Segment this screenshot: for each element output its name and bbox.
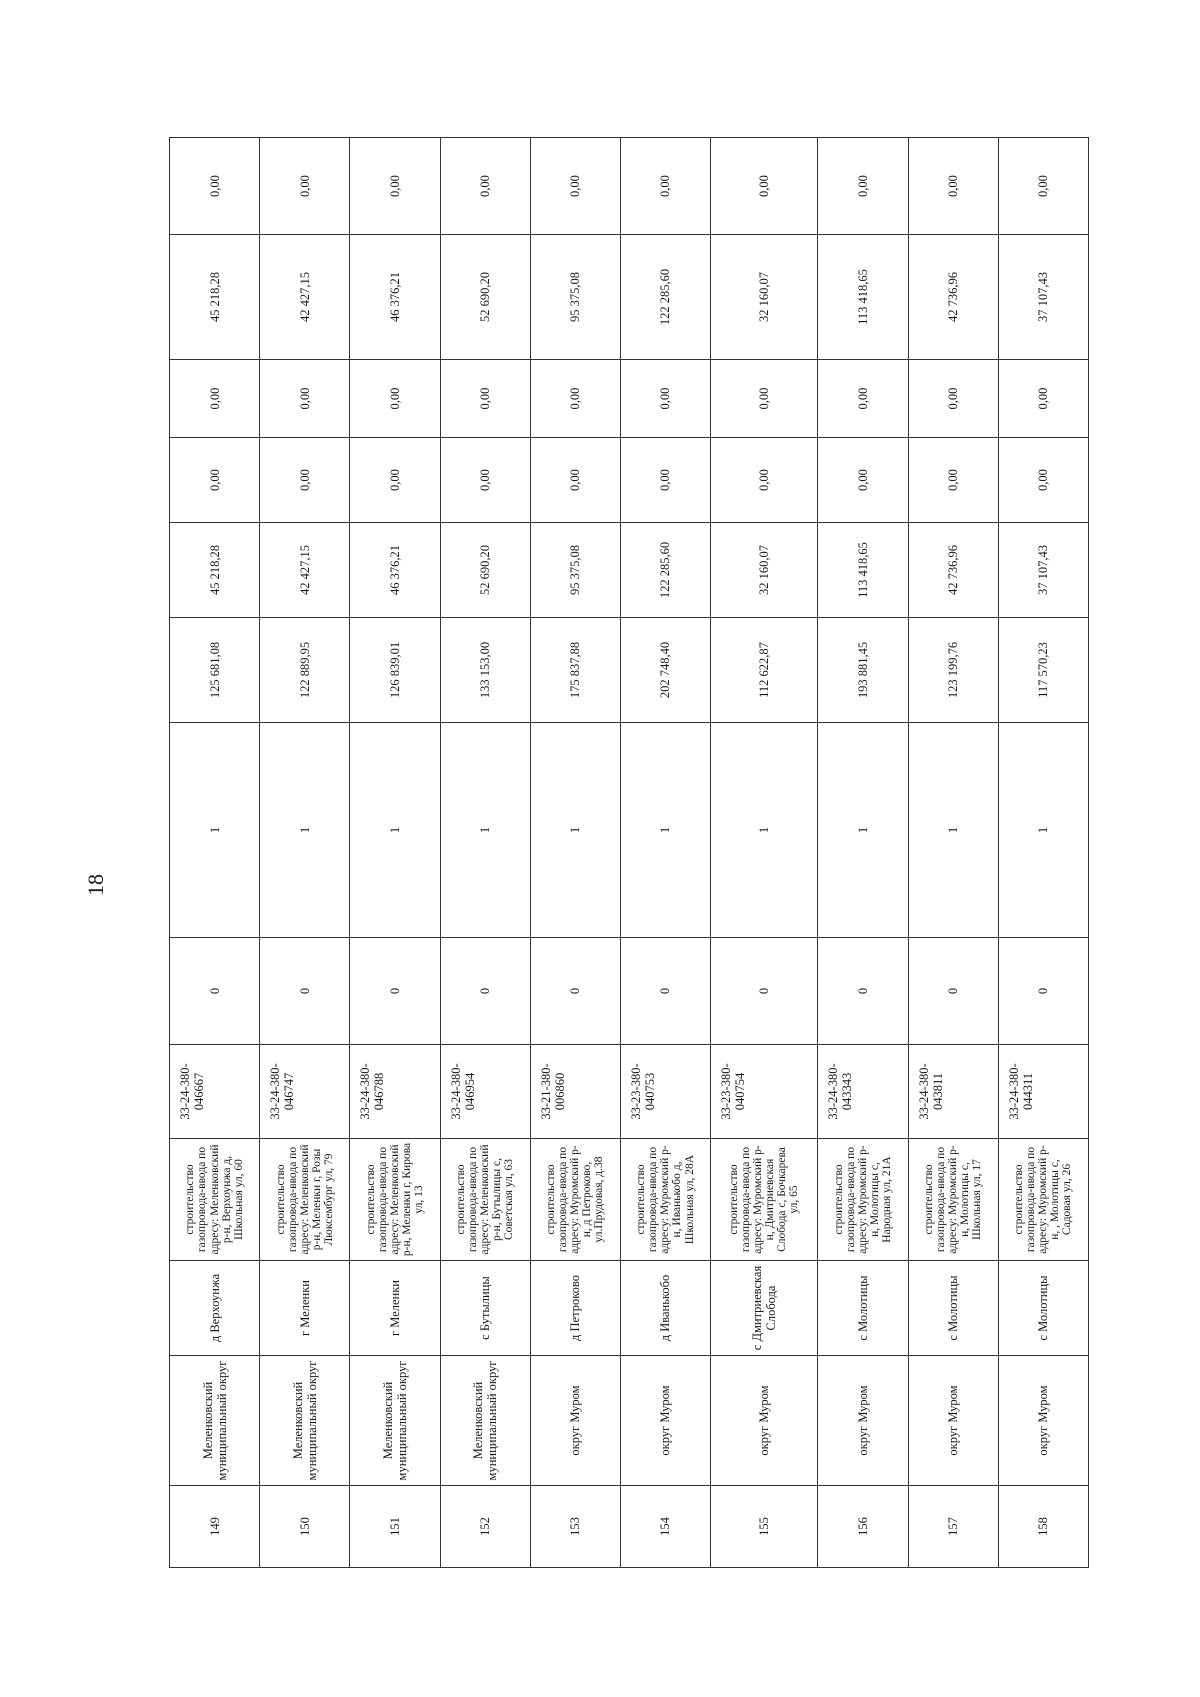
row-number-cell: 154: [620, 1486, 710, 1568]
district-cell: Меленковский муниципальный округ: [260, 1356, 350, 1486]
object-code-cell: 33-24-380-043811: [908, 1045, 998, 1139]
object-description-cell: строительство газопровода-ввода по адресу: Муромский р-н, Молотицы с, Народная ул, 21А: [818, 1139, 908, 1261]
value-col7-cell: 1: [620, 723, 710, 938]
value-col6-cell: 0: [998, 938, 1088, 1045]
object-description-cell: строительство газопровода-ввода по адресу: Муромский р-н, Иванькобо д, Школьная ул, 28А: [620, 1139, 710, 1261]
object-code-cell: 33-24-380-046667: [170, 1045, 260, 1139]
row-number-cell: 158: [998, 1486, 1088, 1568]
object-description-cell: строительство газопровода-ввода по адресу: Меленковский р-н, Меленки г, Розы Люксембург ул, 79: [260, 1139, 350, 1261]
object-code-cell: 33-24-380-046747: [260, 1045, 350, 1139]
locality-cell: с Молотицы: [908, 1261, 998, 1356]
value-col13-cell: 0,00: [998, 138, 1088, 235]
value-col9-cell: 95 375,08: [530, 523, 620, 618]
value-col9-cell: 113 418,65: [818, 523, 908, 618]
value-col7-cell: 1: [440, 723, 530, 938]
value-col8-cell: 193 881,45: [818, 618, 908, 723]
value-col8-cell: 126 839,01: [350, 618, 440, 723]
value-col8-cell: 125 681,08: [170, 618, 260, 723]
value-col6-cell: 0: [620, 938, 710, 1045]
value-col11-cell: 0,00: [260, 360, 350, 438]
value-col7-cell: 1: [998, 723, 1088, 938]
page-number: 18: [83, 874, 108, 896]
value-col11-cell: 0,00: [818, 360, 908, 438]
value-col11-cell: 0,00: [170, 360, 260, 438]
value-col11-cell: 0,00: [530, 360, 620, 438]
object-code-cell: 33-21-380-006860: [530, 1045, 620, 1139]
object-description-cell: строительство газопровода-ввода по адресу: Меленковский р-н, Меленки г, Кирова ул, 13: [350, 1139, 440, 1261]
row-number-cell: 156: [818, 1486, 908, 1568]
value-col9-cell: 122 285,60: [620, 523, 710, 618]
value-col12-cell: 32 160,07: [711, 235, 818, 360]
object-description-cell: строительство газопровода-ввода по адресу: Муромский р-н, Дмитриевская Слобода с, Бочкарева ул, 65: [711, 1139, 818, 1261]
value-col6-cell: 0: [818, 938, 908, 1045]
value-col12-cell: 37 107,43: [998, 235, 1088, 360]
value-col10-cell: 0,00: [440, 438, 530, 523]
locality-cell: с Молотицы: [818, 1261, 908, 1356]
value-col13-cell: 0,00: [908, 138, 998, 235]
value-col13-cell: 0,00: [711, 138, 818, 235]
table-row: [998, 138, 1088, 1568]
row-number-cell: 149: [170, 1486, 260, 1568]
value-col12-cell: 122 285,60: [620, 235, 710, 360]
locality-cell: г Меленки: [260, 1261, 350, 1356]
row-number-cell: 155: [711, 1486, 818, 1568]
value-col13-cell: 0,00: [620, 138, 710, 235]
value-col10-cell: 0,00: [350, 438, 440, 523]
object-description-cell: строительство газопровода-ввода по адресу: Муромский р-н, Молотицы с, Школьная ул, 17: [908, 1139, 998, 1261]
value-col11-cell: 0,00: [620, 360, 710, 438]
row-number-cell: 157: [908, 1486, 998, 1568]
table-container: [169, 138, 1089, 1568]
object-code-cell: 33-24-380-046954: [440, 1045, 530, 1139]
value-col11-cell: 0,00: [711, 360, 818, 438]
value-col6-cell: 0: [350, 938, 440, 1045]
value-col13-cell: 0,00: [440, 138, 530, 235]
value-col7-cell: 1: [818, 723, 908, 938]
row-number-cell: 152: [440, 1486, 530, 1568]
locality-cell: с Молотицы: [998, 1261, 1088, 1356]
value-col13-cell: 0,00: [260, 138, 350, 235]
value-col9-cell: 52 690,20: [440, 523, 530, 618]
gas-pipeline-table: [169, 137, 1089, 1568]
value-col6-cell: 0: [440, 938, 530, 1045]
value-col8-cell: 133 153,00: [440, 618, 530, 723]
value-col9-cell: 37 107,43: [998, 523, 1088, 618]
locality-cell: д Петроково: [530, 1261, 620, 1356]
district-cell: округ Муром: [620, 1356, 710, 1486]
value-col7-cell: 1: [530, 723, 620, 938]
district-cell: Меленковский муниципальный округ: [170, 1356, 260, 1486]
rotated-table-frame: [169, 138, 1089, 1568]
object-description-cell: строительство газопровода-ввода по адресу: Муромский р-н, д Петроково, ул.Прудовая, д.38: [530, 1139, 620, 1261]
locality-cell: г Меленки: [350, 1261, 440, 1356]
value-col9-cell: 42 736,96: [908, 523, 998, 618]
value-col8-cell: 123 199,76: [908, 618, 998, 723]
object-description-cell: строительство газопровода-ввода по адресу: Меленковский р-н, Бутылицы с, Советская ул, 63: [440, 1139, 530, 1261]
value-col13-cell: 0,00: [530, 138, 620, 235]
table-row: [711, 138, 818, 1568]
object-description-cell: строительство газопровода-ввода по адресу: Муромский р-н, , Молотицы с, Садовая ул, 26: [998, 1139, 1088, 1261]
value-col10-cell: 0,00: [818, 438, 908, 523]
table-row: [440, 138, 530, 1568]
table-row: [260, 138, 350, 1568]
value-col10-cell: 0,00: [998, 438, 1088, 523]
district-cell: округ Муром: [530, 1356, 620, 1486]
value-col13-cell: 0,00: [170, 138, 260, 235]
district-cell: Меленковский муниципальный округ: [350, 1356, 440, 1486]
value-col10-cell: 0,00: [260, 438, 350, 523]
value-col11-cell: 0,00: [908, 360, 998, 438]
value-col9-cell: 46 376,21: [350, 523, 440, 618]
value-col7-cell: 1: [908, 723, 998, 938]
value-col6-cell: 0: [711, 938, 818, 1045]
value-col8-cell: 122 889,95: [260, 618, 350, 723]
value-col6-cell: 0: [170, 938, 260, 1045]
value-col9-cell: 45 218,28: [170, 523, 260, 618]
value-col6-cell: 0: [530, 938, 620, 1045]
object-code-cell: 33-24-380-046788: [350, 1045, 440, 1139]
value-col7-cell: 1: [350, 723, 440, 938]
value-col12-cell: 113 418,65: [818, 235, 908, 360]
value-col12-cell: 45 218,28: [170, 235, 260, 360]
value-col10-cell: 0,00: [908, 438, 998, 523]
locality-cell: д Верхоунжа: [170, 1261, 260, 1356]
object-description-cell: строительство газопровода-ввода по адресу: Меленковский р-н, Верхоунжа д, Школьная ул, 60: [170, 1139, 260, 1261]
district-cell: округ Муром: [908, 1356, 998, 1486]
value-col11-cell: 0,00: [350, 360, 440, 438]
value-col13-cell: 0,00: [818, 138, 908, 235]
value-col13-cell: 0,00: [350, 138, 440, 235]
object-code-cell: 33-24-380-044311: [998, 1045, 1088, 1139]
value-col6-cell: 0: [908, 938, 998, 1045]
object-code-cell: 33-23-380-040754: [711, 1045, 818, 1139]
value-col12-cell: 42 427,15: [260, 235, 350, 360]
row-number-cell: 150: [260, 1486, 350, 1568]
value-col10-cell: 0,00: [711, 438, 818, 523]
value-col7-cell: 1: [711, 723, 818, 938]
district-cell: округ Муром: [711, 1356, 818, 1486]
value-col9-cell: 42 427,15: [260, 523, 350, 618]
table-row: [170, 138, 260, 1568]
value-col9-cell: 32 160,07: [711, 523, 818, 618]
row-number-cell: 153: [530, 1486, 620, 1568]
value-col10-cell: 0,00: [530, 438, 620, 523]
value-col11-cell: 0,00: [440, 360, 530, 438]
locality-cell: д Иванькобо: [620, 1261, 710, 1356]
value-col8-cell: 202 748,40: [620, 618, 710, 723]
value-col10-cell: 0,00: [170, 438, 260, 523]
table-row: [908, 138, 998, 1568]
value-col8-cell: 175 837,88: [530, 618, 620, 723]
value-col6-cell: 0: [260, 938, 350, 1045]
value-col7-cell: 1: [170, 723, 260, 938]
district-cell: Меленковский муниципальный округ: [440, 1356, 530, 1486]
district-cell: округ Муром: [998, 1356, 1088, 1486]
value-col12-cell: 52 690,20: [440, 235, 530, 360]
row-number-cell: 151: [350, 1486, 440, 1568]
value-col12-cell: 46 376,21: [350, 235, 440, 360]
value-col7-cell: 1: [260, 723, 350, 938]
value-col10-cell: 0,00: [620, 438, 710, 523]
value-col8-cell: 117 570,23: [998, 618, 1088, 723]
table-row: [620, 138, 710, 1568]
table-row: [818, 138, 908, 1568]
value-col12-cell: 42 736,96: [908, 235, 998, 360]
object-code-cell: 33-23-380-040753: [620, 1045, 710, 1139]
locality-cell: с Дмитриевская Слобода: [711, 1261, 818, 1356]
table-row: [530, 138, 620, 1568]
value-col11-cell: 0,00: [998, 360, 1088, 438]
locality-cell: с Бутылицы: [440, 1261, 530, 1356]
value-col8-cell: 112 622,87: [711, 618, 818, 723]
value-col12-cell: 95 375,08: [530, 235, 620, 360]
table-row: [350, 138, 440, 1568]
object-code-cell: 33-24-380-043343: [818, 1045, 908, 1139]
district-cell: округ Муром: [818, 1356, 908, 1486]
